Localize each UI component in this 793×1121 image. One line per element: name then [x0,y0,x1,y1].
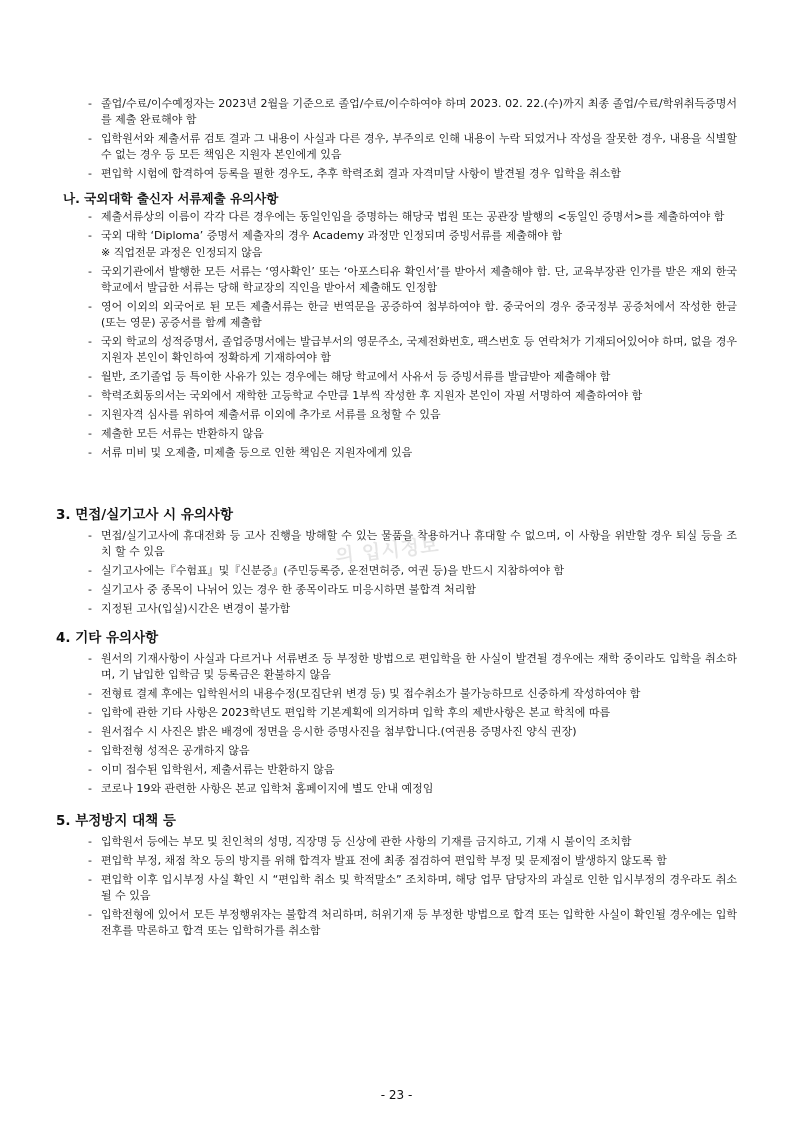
section-title: 4. 기타 유의사항 [56,630,159,646]
list-item: - 편입학 시험에 합격하여 등록을 필한 경우도, 추후 학력조회 결과 자격미달 사항이 발견될 경우 입학을 취소함 [88,167,621,180]
list-item: - 실기고사 중 종목이 나뉘어 있는 경우 한 종목이라도 미응시하면 불합격 처리함 [88,583,476,596]
section-title: 5. 부정방지 대책 등 [56,813,176,829]
page-number: - 23 - [380,1088,413,1102]
section-title: 3. 면접/실기고사 시 유의사항 [56,507,234,523]
list-item: - 입학원서 등에는 부모 및 친인척의 성명, 직장명 등 신상에 관한 사항의 기재를 금지하고, 기재 시 불이익 조치함 [88,835,632,848]
sub-section-na [0,190,793,461]
list-item: - 국외 학교의 성적증명서, 졸업증명서에는 발급부서의 영문주소, 국제전화번호, 팩스번호 등 연락처가 기재되어있어야 하며, 없을 경우 지원자 본인이 확인하여 정확하게 기재하여야 함 [88,335,737,364]
list-item: - 졸업/수료/이수예정자는 2023년 2월을 기준으로 졸업/수료/이수하여야 하며 2023. 02. 22.(수)까지 최종 졸업/수료/학위취득증명서를 제출 완료해야 함 [88,97,737,126]
top-items [0,96,793,182]
note-text: ※ 직업전문 과정은 인정되지 않음 [101,246,263,259]
list-item: - 국외기관에서 발행한 모든 서류는 ‘영사확인’ 또는 ‘아포스티유 확인서’를 받아서 제출해야 함. 단, 교육부장관 인가를 받은 재외 한국학교에서 발급한 서류는 당해 학교장의 직인을 받아서 제출해도 인정함 [88,265,737,294]
list-item: - 입학원서와 제출서류 검토 결과 그 내용이 사실과 다른 경우, 부주의로 인해 내용이 누락 되었거나 작성을 잘못한 경우, 내용을 식별할 수 없는 경우 등 모든 책임은 지원자 본인에게 있음 [88,132,737,161]
list-item: - 이미 접수된 입학원서, 제출서류는 반환하지 않음 [88,763,335,776]
section-5 [0,811,793,939]
list-item: - 입학전형 성적은 공개하지 않음 [88,744,250,757]
list-item: - 제출한 모든 서류는 반환하지 않음 [88,427,264,440]
list-item: - 원서접수 시 사진은 밝은 배경에 정면을 응시한 증명사진을 첨부합니다.(여권용 증명사진 양식 권장) [88,725,577,738]
list-item: - 전형료 결제 후에는 입학원서의 내용수정(모집단위 변경 등) 및 접수취소가 불가능하므로 신중하게 작성하여야 함 [88,687,641,700]
section-4 [0,628,793,797]
list-item: - 면접/실기고사에 휴대전화 등 고사 진행을 방해할 수 있는 물품을 착용하거나 휴대할 수 없으며, 이 사항을 위반할 경우 퇴실 등을 조치 할 수 있음 [88,529,737,558]
list-item: - 제출서류상의 이름이 각각 다른 경우에는 동일인임을 증명하는 해당국 법원 또는 공관장 발행의 <동일인 증명서>를 제출하여야 함 [88,210,725,223]
list-item: - 실기고사에는『수험표』및『신분증』(주민등록증, 운전면허증, 여권 등)을 반드시 지참하여야 함 [88,564,565,577]
list-item: - 편입학 이후 입시부정 사실 확인 시 “편입학 취소 및 학적말소” 조치하며, 해당 업무 담당자의 과실로 인한 입시부정의 경우라도 취소될 수 있음 [88,873,737,902]
list-item: - 코로나 19와 관련한 사항은 본교 입학처 홈페이지에 별도 안내 예정임 [88,782,434,795]
sub-section-title: 나. 국외대학 출신자 서류제출 유의사항 [63,191,279,206]
list-item: - 원서의 기재사항이 사실과 다르거나 서류변조 등 부정한 방법으로 편입학을 한 사실이 발견될 경우에는 재학 중이라도 입학을 취소하며, 기 납입한 입학금 및 등록금은 환불하지 않음 [88,652,737,681]
list-item: - 월반, 조기졸업 등 특이한 사유가 있는 경우에는 해당 학교에서 사유서 등 증빙서류를 발급받아 제출해야 함 [88,370,611,383]
list-item: - 편입학 부정, 채점 착오 등의 방지를 위해 합격자 발표 전에 최종 점검하여 편입학 부정 및 문제점이 발생하지 않도록 함 [88,854,667,867]
list-item: - 입학전형에 있어서 모든 부정행위자는 불합격 처리하며, 허위기재 등 부정한 방법으로 합격 또는 입학한 사실이 확인될 경우에는 입학 전후를 막론하고 합격 또는 입학허가를 취소함 [88,908,737,937]
list-item: - 지정된 고사(입실)시간은 변경이 불가함 [88,602,291,615]
list-item: - 입학에 관한 기타 사항은 2023학년도 편입학 기본계획에 의거하며 입학 후의 제반사항은 본교 학칙에 따름 [88,706,611,719]
watermark: 의 입시정보 [334,534,441,568]
list-item: - 서류 미비 및 오제출, 미제출 등으로 인한 책임은 지원자에게 있음 [88,446,413,459]
list-item: - 영어 이외의 외국어로 된 모든 제출서류는 한글 번역문을 공증하여 첨부하여야 함. 중국어의 경우 중국정부 공증처에서 작성한 한글(또는 영문) 공증서를 함께 제출함 [88,300,737,329]
list-item: - 학력조회동의서는 국외에서 재학한 고등학교 수만큼 1부씩 작성한 후 지원자 본인이 자필 서명하여 제출하여야 함 [88,389,643,402]
list-item: - 국외 대학 ‘Diploma’ 증명서 제출자의 경우 Academy 과정만 인정되며 증빙서류를 제출해야 함 [88,229,563,242]
list-item: - 지원자격 심사를 위하여 제출서류 이외에 추가로 서류를 요청할 수 있음 [88,408,441,421]
